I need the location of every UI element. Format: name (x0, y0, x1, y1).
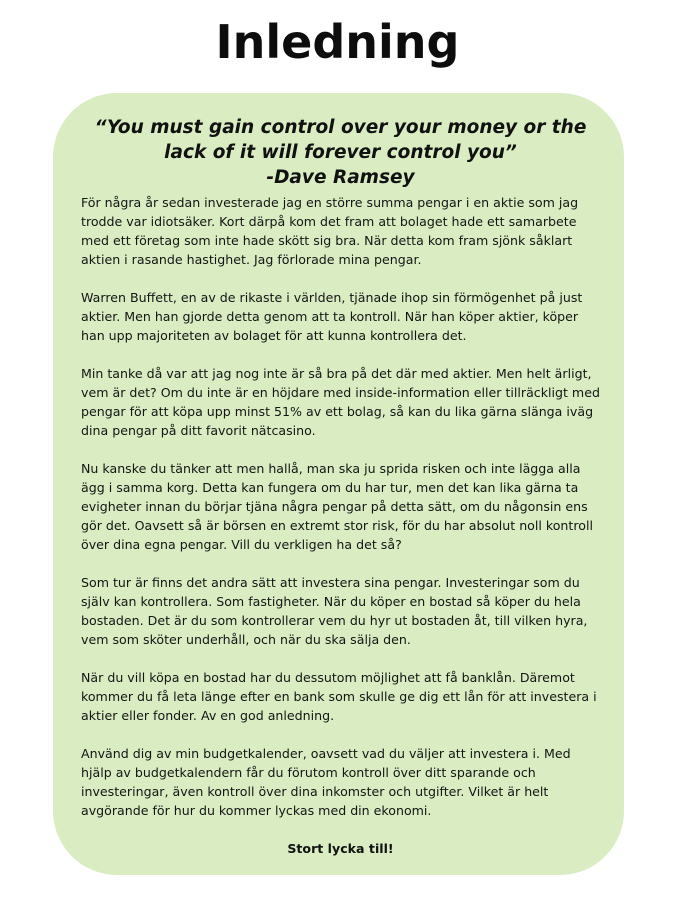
quote-author: -Dave Ramsey (266, 167, 415, 188)
closing-text: Stort lycka till! (287, 841, 394, 856)
paragraph-7: Använd dig av min budgetkalender, oavsett vad du väljer att investera i. Med hjälp av budgetkalendern får du förutom kontroll över ditt sparande och investeringar, även kontroll över dina inkomster och utgifter. Vilket är helt avgörande för hur du kommer lyckas med din ekonomi. (81, 746, 571, 818)
paragraph-3: Min tanke då var att jag nog inte är så bra på det där med aktier. Men helt ärligt, vem är det? Om du inte är en höjdare med inside-information eller tillräckligt med pengar för att köpa upp minst 51% av ett bolag, så kan du lika gärna slänga iväg dina pengar på ditt favorit nätcasino. (81, 366, 600, 438)
paragraph-4: Nu kanske du tänker att men hallå, man ska ju sprida risken och inte lägga alla ägg i samma korg. Detta kan fungera om du har tur, men det kan lika gärna ta evigheter innan du börjar tjäna några pengar på detta sätt, om du någonsin ens gör det. Oavsett så är börsen en extremt stor risk, för du har absolut noll kontroll över dina egna pengar. Vill du verkligen ha det så? (81, 461, 593, 552)
paragraph-6: När du vill köpa en bostad har du dessutom möjlighet att få banklån. Däremot kommer du få leta länge efter en bank som skulle ge dig ett lån för att investera i aktier eller fonder. Av en god anledning. (81, 670, 597, 723)
paragraph-2: Warren Buffett, en av de rikaste i världen, tjänade ihop sin förmögenhet på just aktier. Men han gjorde detta genom att ta kontroll. När han köper aktier, köper han upp majoriteten av bolaget för att kunna kontrollera det. (81, 290, 583, 343)
page-title: Inledning (215, 15, 460, 69)
paragraph-1: För några år sedan investerade jag en större summa pengar i en aktie som jag trodde var idiotsäker. Kort därpå kom det fram att bolaget hade ett samarbete med ett företag som inte hade skött sig bra. När detta kom fram sjönk såklart aktien i rasande hastighet. Jag förlorade mina pengar. (81, 195, 579, 267)
quote-line-2: lack of it will forever control you” (164, 142, 517, 163)
quote-line-1: “You must gain control over your money or the (94, 117, 587, 138)
quote-block (81, 115, 600, 190)
paragraph-5: Som tur är finns det andra sätt att investera sina pengar. Investeringar som du själv kan kontrollera. Som fastigheter. När du köper en bostad så köper du hela bostaden. Det är du som kontrollerar vem du hyr ut bostaden åt, till vilken hyra, vem som sköter underhåll, och när du ska sälja den. (81, 575, 588, 647)
content-card (53, 93, 624, 875)
